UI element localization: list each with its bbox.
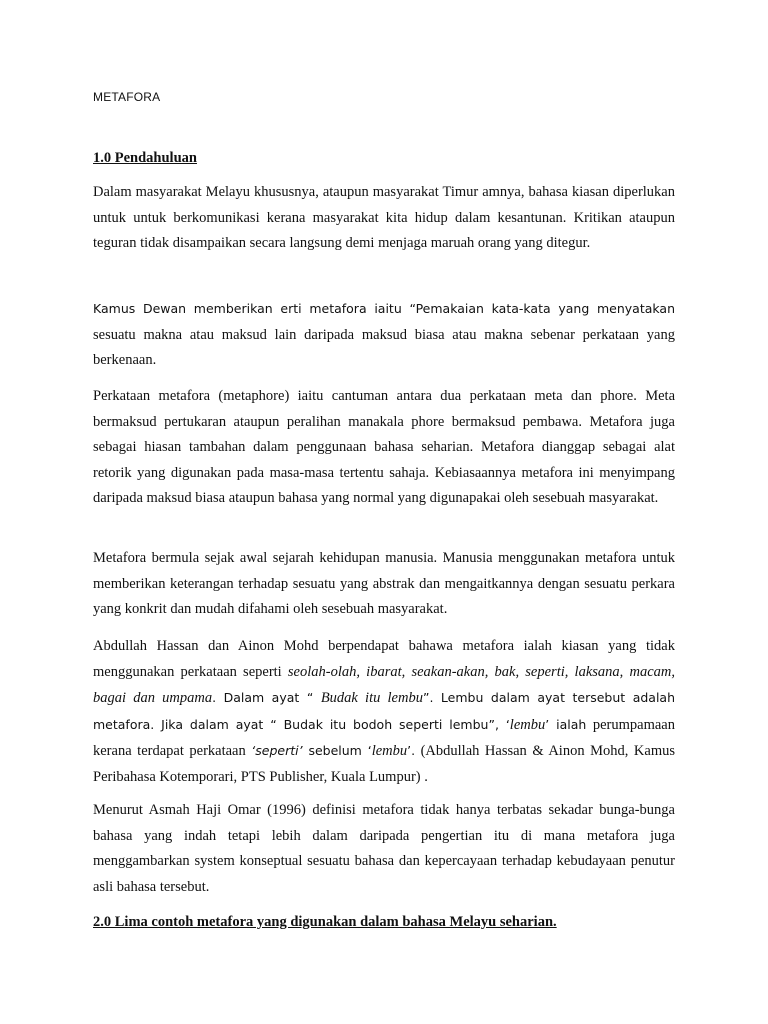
paragraph-5 <box>93 634 675 790</box>
paragraph-2-lead: Kamus Dewan memberikan erti metafora iaitu “Pemakaian kata-kata yang menyatakan <box>93 301 675 316</box>
p5-text-7: ’ ialah <box>545 716 587 732</box>
section-heading-contoh: 2.0 Lima contoh metafora yang digunakan dalam bahasa Melayu seharian. <box>93 914 557 930</box>
p5-text-3: . Dalam ayat “ <box>212 690 321 705</box>
p5-example-sentence: Budak itu lembu <box>320 690 423 706</box>
paragraph-6: Menurut Asmah Haji Omar (1996) definisi metafora tidak hanya terbatas sekadar bunga-bunga bahasa yang indah tetapi lebih dalam daripada pengertian itu di mana metafora juga menggambarkan system konseptual sesuatu bahasa dan kepercayaan terhadap kebudayaan penutur asli bahasa tersebut. <box>93 802 675 895</box>
p5-text-10: sebelum ‘ <box>302 743 372 758</box>
p5-lembu-1: lembu <box>509 716 546 733</box>
p5-lembu-2: lembu <box>371 743 408 759</box>
paragraph-1: Dalam masyarakat Melayu khususnya, ataupun masyarakat Timur amnya, bahasa kiasan diperlukan untuk untuk berkomunikasi kerana masyarakat kita hidup dalam kesantunan. Kritikan ataupun teguran tidak disampaikan secara langsung demi menjaga maruah orang yang ditegur. <box>93 184 675 251</box>
p5-text-1: Abdullah Hassan dan Ainon Mohd berpendapat bahawa metafora ialah kiasan yang tidak menggunakan perkataan seperti <box>93 638 675 680</box>
paragraph-2 <box>93 296 675 374</box>
paragraph-3: Perkataan metafora (metaphore) iaitu cantuman antara dua perkataan meta dan phore. Meta bermaksud pertukaran ataupun peralihan manakala phore bermaksud pembawa. Metafora juga sebagai hiasan tambahan dalam penggunaan bahasa seharian. Metafora dianggap sebagai alat retorik yang digunakan pada masa-masa tertentu sahaja. Kebiasaannya metafora ini menyimpang daripada maksud biasa ataupun bahasa yang normal yang digunapakai oleh sesebuah masyarakat. <box>93 388 675 506</box>
p5-seperti: ‘seperti’ <box>251 743 303 758</box>
p5-citation: (Abdullah Hassan & Ainon Mohd, Kamus Peribahasa Kotemporari, PTS Publisher, Kuala Lumpur) . <box>93 743 675 785</box>
p5-text-5: ”. Lembu dalam ayat tersebut adalah metafora. Jika dalam ayat “ Budak itu bodoh seperti lembu”, ‘ <box>93 690 676 732</box>
paragraph-4: Metafora bermula sejak awal sejarah kehidupan manusia. Manusia menggunakan metafora untuk memberikan keterangan terhadap sesuatu yang abstrak dan mengaitkannya dengan sesuatu perkara yang konkrit dan mudah difahami oleh sesebuah masyarakat. <box>93 550 675 617</box>
section-heading-pendahuluan: 1.0 Pendahuluan <box>93 150 197 166</box>
document-title: METAFORA <box>93 90 161 104</box>
p5-text-8: perumpamaan kerana terdapat perkataan <box>93 716 675 759</box>
p5-examples: seolah-olah, ibarat, seakan-akan, bak, seperti, laksana, macam, bagai dan umpama <box>93 663 675 706</box>
p5-text-12: ’. <box>407 743 416 758</box>
paragraph-2-rest: sesuatu makna atau maksud lain daripada maksud biasa atau makna sebenar perkataan yang berkenaan. <box>93 326 675 368</box>
